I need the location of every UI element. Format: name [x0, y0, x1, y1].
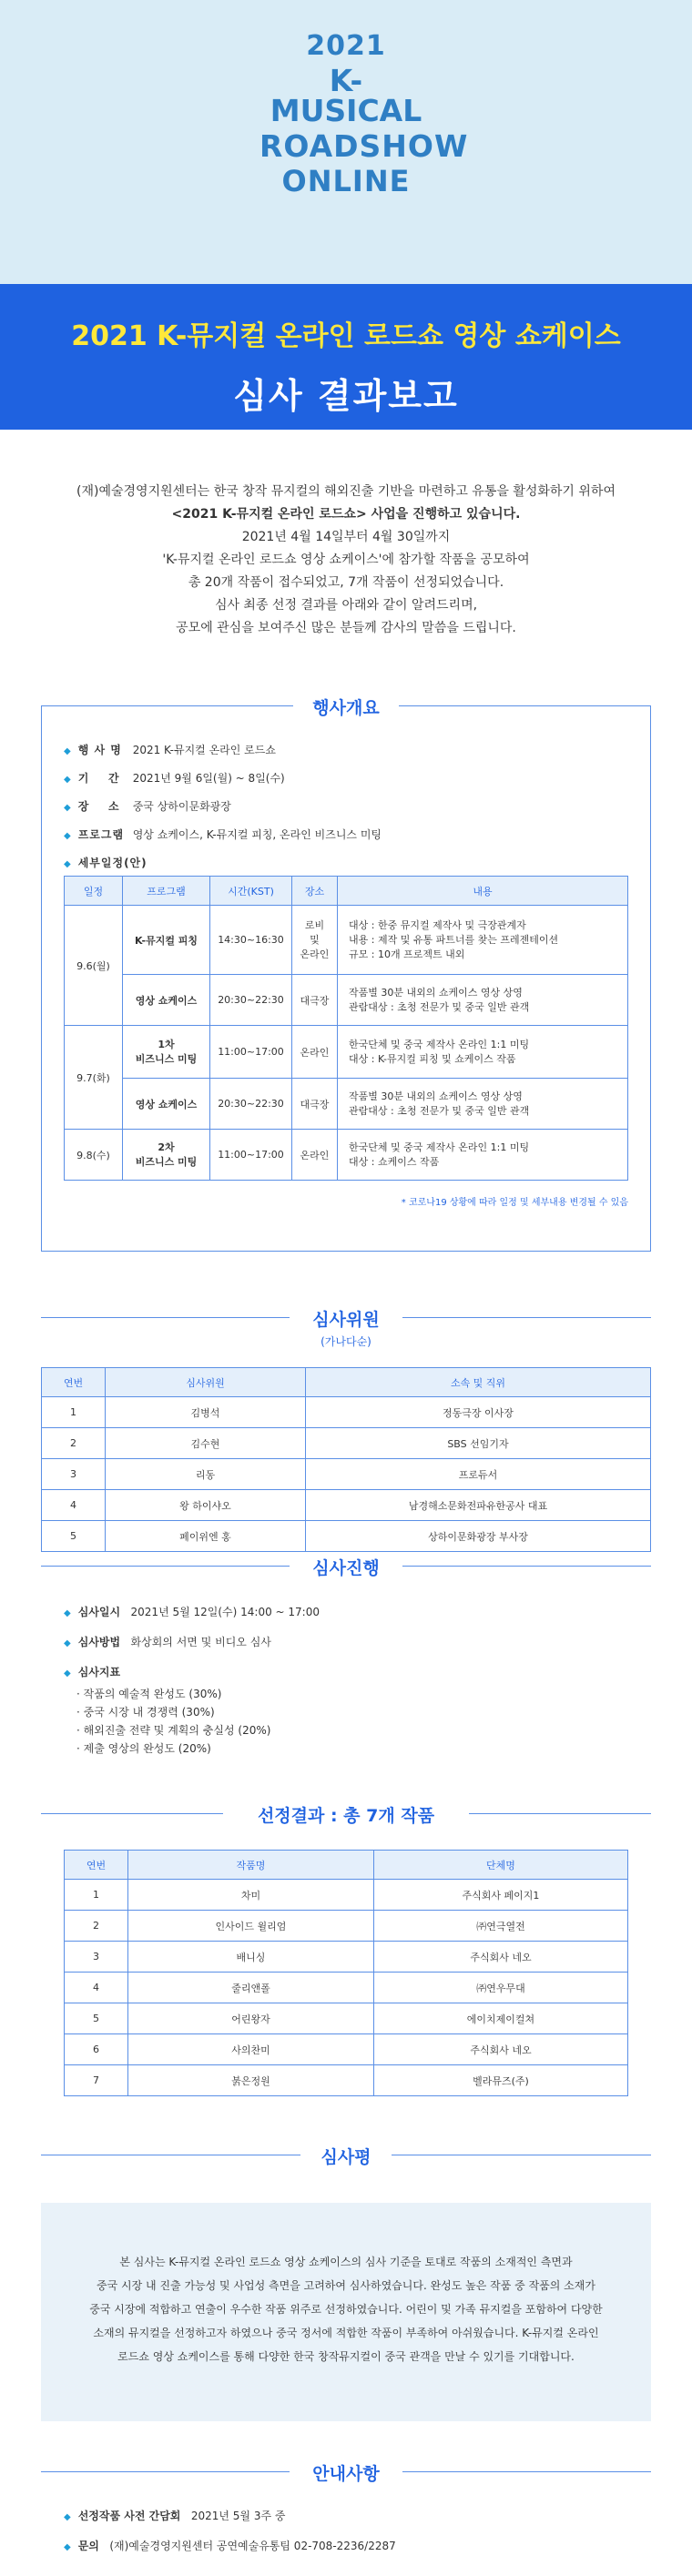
- diamond-bullet-icon: ◆: [64, 1608, 71, 1618]
- title-banner: [0, 284, 692, 430]
- diamond-bullet-icon: ◆: [64, 803, 71, 813]
- event-info-item: [64, 798, 382, 814]
- cell: 주식회사 페이지1: [374, 1880, 628, 1911]
- review-line: 본 심사는 K-뮤지컬 온라인 로드쇼 영상 쇼케이스의 심사 기준을 토대로 작품의 소재적인 측면과: [119, 2256, 573, 2268]
- review-line: 중국 시장에 적합하고 연출이 우수한 작품 위주로 선정하였습니다. 어린이 및 가족 뮤지컬을 포함하여 다양한: [89, 2303, 603, 2316]
- diamond-bullet-icon: ◆: [64, 1638, 71, 1648]
- schedule-place: 로비 및 온라인: [292, 906, 338, 975]
- info-value: 화상회의 서면 및 비디오 심사: [130, 1636, 271, 1648]
- info-key: 심사방법: [77, 1636, 121, 1648]
- info-value: 2021년 5월 12일(수) 14:00 ~ 17:00: [130, 1606, 320, 1618]
- cell: 4: [65, 1973, 128, 2003]
- info-key: 심사일시: [77, 1606, 121, 1618]
- diamond-bullet-icon: ◆: [64, 2542, 71, 2552]
- col-header: 소속 및 직위: [306, 1368, 651, 1397]
- cell: 주식회사 네오: [374, 1942, 628, 1973]
- diamond-bullet-icon: ◆: [64, 2512, 71, 2522]
- table-row: [65, 975, 628, 1026]
- event-info-item: [64, 855, 382, 870]
- schedule-label: 세부일정(안): [77, 857, 148, 869]
- cell: 3: [65, 1942, 128, 1973]
- diamond-bullet-icon: ◆: [64, 746, 71, 756]
- info-value: 2021 K-뮤지컬 온라인 로드쇼: [132, 744, 276, 756]
- process-criteria-row: [64, 1664, 320, 1679]
- diamond-bullet-icon: ◆: [64, 775, 71, 785]
- schedule-date: 9.6(월): [65, 906, 123, 1026]
- intro-line: 2021년 4월 14일부터 4월 30일까지: [241, 530, 451, 544]
- hero-section: [0, 0, 692, 284]
- review-box: [41, 2203, 651, 2421]
- info-key: 프로그램: [77, 828, 125, 841]
- logo-line-1: 2021: [306, 30, 386, 62]
- cell: 프로듀서: [306, 1459, 651, 1490]
- criteria-item: · 작품의 예술적 완성도 (30%): [76, 1688, 222, 1700]
- schedule-content: 작품별 30분 내외의 쇼케이스 영상 상영 관람대상 : 초청 전문가 및 중국 일반 관객: [338, 1079, 628, 1130]
- schedule-time: 11:00~17:00: [210, 1026, 292, 1079]
- process-method-row: [64, 1634, 320, 1649]
- cell: 1: [42, 1397, 106, 1428]
- event-info-item: [64, 827, 382, 842]
- schedule-time: 20:30~22:30: [210, 975, 292, 1026]
- cell: 리동: [106, 1459, 306, 1490]
- table-header-row: [65, 877, 628, 906]
- logo-line-4: ONLINE: [281, 164, 411, 198]
- cell: 3: [42, 1459, 106, 1490]
- table-row: [42, 1428, 651, 1459]
- schedule-place: 대극장: [292, 975, 338, 1026]
- cell: 2: [42, 1428, 106, 1459]
- guide-item: [64, 2508, 396, 2523]
- info-value: (재)예술경영지원센터 공연예술유통팀 02-708-2236/2287: [109, 2540, 396, 2552]
- process-date-row: [64, 1604, 320, 1619]
- schedule-place: 대극장: [292, 1079, 338, 1130]
- results-table: [64, 1850, 628, 2096]
- table-row: [42, 1490, 651, 1521]
- page-title: 2021 K-뮤지컬 온라인 로드쇼 영상 쇼케이스: [71, 320, 621, 352]
- cell: 5: [65, 2003, 128, 2034]
- table-row: [42, 1521, 651, 1552]
- info-value: 2021년 9월 6일(월) ~ 8일(수): [132, 772, 285, 785]
- criteria-item: · 중국 시장 내 경쟁력 (30%): [76, 1706, 215, 1719]
- cell: 에이치제이컬쳐: [374, 2003, 628, 2034]
- col-header: 프로그램: [123, 877, 210, 906]
- schedule-time: 11:00~17:00: [210, 1130, 292, 1181]
- cell: 7: [65, 2065, 128, 2096]
- info-key: 행 사 명: [77, 744, 122, 756]
- table-row: [65, 1880, 628, 1911]
- process-info: [64, 1604, 320, 1758]
- cell: 5: [42, 1521, 106, 1552]
- info-key: 장 소: [77, 800, 120, 813]
- col-header: 시간(KST): [210, 877, 292, 906]
- schedule-time: 14:30~16:30: [210, 906, 292, 975]
- process-title: 심사진행: [290, 1555, 402, 1579]
- col-header: 심사위원: [106, 1368, 306, 1397]
- table-row: [42, 1397, 651, 1428]
- table-row: [65, 1973, 628, 2003]
- diamond-bullet-icon: ◆: [64, 1668, 71, 1678]
- schedule-content: 대상 : 한중 뮤지컬 제작사 및 극장관계자 내용 : 제작 및 유통 파트너를 찾는 프레젠테이션 규모 : 10개 프로젝트 내외: [338, 906, 628, 975]
- diamond-bullet-icon: ◆: [64, 831, 71, 841]
- schedule-program: 영상 쇼케이스: [123, 975, 210, 1026]
- cell: ㈜연극열전: [374, 1911, 628, 1942]
- cell: 왕 하이샤오: [106, 1490, 306, 1521]
- schedule-content: 한국단체 및 중국 제작사 온라인 1:1 미팅 대상 : 쇼케이스 작품: [338, 1130, 628, 1181]
- review-line: 중국 시장 내 진출 가능성 및 사업성 측면을 고려하여 심사하였습니다. 완성도 높은 작품 중 작품의 소재가: [97, 2279, 595, 2292]
- table-header-row: [42, 1368, 651, 1397]
- cell: 상하이문화광장 부사장: [306, 1521, 651, 1552]
- schedule-place: 온라인: [292, 1026, 338, 1079]
- criteria-item: · 제출 영상의 완성도 (20%): [76, 1742, 211, 1755]
- logo-line-2: K-MUSICAL: [270, 63, 422, 128]
- table-row: [65, 1911, 628, 1942]
- table-row: [65, 1130, 628, 1181]
- k-musical-roadshow-logo: [260, 30, 469, 198]
- schedule-place: 온라인: [292, 1130, 338, 1181]
- criteria-item: · 해외진출 전략 및 계획의 충실성 (20%): [76, 1724, 271, 1737]
- cell: 어린왕자: [128, 2003, 374, 2034]
- review-line: 로드쇼 영상 쇼케이스를 통해 다양한 한국 창작뮤지컬이 중국 관객을 만날 수 있기를 기대합니다.: [117, 2350, 575, 2363]
- schedule-program: 1차 비즈니스 미팅: [123, 1026, 210, 1079]
- cell: 정동극장 이사장: [306, 1397, 651, 1428]
- col-header: 내용: [338, 877, 628, 906]
- info-key: 문의: [77, 2540, 99, 2552]
- guide-item: [64, 2538, 396, 2553]
- guide-title: 안내사항: [290, 2460, 402, 2485]
- cell: 배니싱: [128, 1942, 374, 1973]
- cell: 페이위엔 홍: [106, 1521, 306, 1552]
- judges-sub: (가나다순): [321, 1335, 371, 1348]
- results-title: 선정결과 : 총 7개 작품: [223, 1802, 469, 1827]
- review-title: 심사평: [300, 2144, 392, 2168]
- schedule-program: 2차 비즈니스 미팅: [123, 1130, 210, 1181]
- table-row: [65, 1079, 628, 1130]
- table-header-row: [65, 1851, 628, 1880]
- cell: 사의찬미: [128, 2034, 374, 2065]
- cell: 남경해소문화전파유한공사 대표: [306, 1490, 651, 1521]
- judges-title: 심사위원: [290, 1306, 402, 1331]
- info-value: 영상 쇼케이스, K-뮤지컬 피칭, 온라인 비즈니스 미팅: [132, 828, 382, 841]
- col-header: 연번: [42, 1368, 106, 1397]
- schedule-date: 9.8(수): [65, 1130, 123, 1181]
- cell: 1: [65, 1880, 128, 1911]
- review-line: 소재의 뮤지컬을 선정하고자 하였으나 중국 정서에 적합한 작품이 부족하여 아쉬웠습니다. K-뮤지컬 온라인: [93, 2327, 599, 2339]
- criteria-list: [64, 1685, 320, 1758]
- schedule-program: K-뮤지컬 피칭: [123, 906, 210, 975]
- col-header: 작품명: [128, 1851, 374, 1880]
- table-row: [65, 2034, 628, 2065]
- table-row: [65, 1026, 628, 1079]
- cell: 4: [42, 1490, 106, 1521]
- col-header: 연번: [65, 1851, 128, 1880]
- page-subtitle: 심사 결과보고: [233, 376, 459, 416]
- cell: 붉은정원: [128, 2065, 374, 2096]
- event-info-list: [64, 742, 382, 883]
- guide-info: [64, 2508, 396, 2553]
- cell: SBS 선임기자: [306, 1428, 651, 1459]
- cell: 김병석: [106, 1397, 306, 1428]
- cell: 김수현: [106, 1428, 306, 1459]
- table-row: [65, 1942, 628, 1973]
- cell: 2: [65, 1911, 128, 1942]
- table-row: [42, 1459, 651, 1490]
- table-row: [65, 2065, 628, 2096]
- info-value: 2021년 5월 3주 중: [190, 2510, 286, 2522]
- col-header: 일정: [65, 877, 123, 906]
- intro-line: (재)예술경영지원센터는 한국 창작 뮤지컬의 해외진출 기반을 마련하고 유통을 활성화하기 위하여: [76, 484, 616, 499]
- info-key: 기 간: [77, 772, 120, 785]
- cell: 차미: [128, 1880, 374, 1911]
- schedule-note: * 코로나19 상황에 따라 일정 및 세부내용 변경될 수 있음: [401, 1198, 628, 1208]
- cell: 줄리앤폴: [128, 1973, 374, 2003]
- schedule-program: 영상 쇼케이스: [123, 1079, 210, 1130]
- event-info-item: [64, 770, 382, 786]
- schedule-time: 20:30~22:30: [210, 1079, 292, 1130]
- event-overview-title: 행사개요: [293, 695, 399, 719]
- intro-text: [0, 430, 692, 640]
- intro-line: 공모에 관심을 보여주신 많은 분들께 감사의 말씀을 드립니다.: [176, 621, 516, 635]
- info-key: 심사지표: [77, 1666, 121, 1678]
- cell: 인사이드 윌리엄: [128, 1911, 374, 1942]
- intro-line: <2021 K-뮤지컬 온라인 로드쇼> 사업을 진행하고 있습니다.: [171, 507, 521, 522]
- col-header: 단체명: [374, 1851, 628, 1880]
- table-row: [65, 2003, 628, 2034]
- cell: ㈜연우무대: [374, 1973, 628, 2003]
- cell: 6: [65, 2034, 128, 2065]
- info-key: 선정작품 사전 간담회: [77, 2510, 181, 2522]
- schedule-date: 9.7(화): [65, 1026, 123, 1130]
- cell: 주식회사 네오: [374, 2034, 628, 2065]
- diamond-bullet-icon: ◆: [64, 859, 71, 869]
- intro-line: 총 20개 작품이 접수되었고, 7개 작품이 선정되었습니다.: [188, 575, 504, 590]
- schedule-content: 작품별 30분 내외의 쇼케이스 영상 상영 관람대상 : 초청 전문가 및 중국 일반 관객: [338, 975, 628, 1026]
- schedule-content: 한국단체 및 중국 제작사 온라인 1:1 미팅 대상 : K-뮤지컬 피칭 및 쇼케이스 작품: [338, 1026, 628, 1079]
- cell: 벨라뮤즈(주): [374, 2065, 628, 2096]
- col-header: 장소: [292, 877, 338, 906]
- info-value: 중국 상하이문화광장: [132, 800, 231, 813]
- judges-table: [41, 1367, 651, 1552]
- event-info-item: [64, 742, 382, 757]
- intro-line: 심사 최종 선정 결과를 아래와 같이 알려드리며,: [214, 598, 478, 613]
- schedule-table: [64, 876, 628, 1181]
- logo-line-3: ROADSHOW: [260, 128, 469, 164]
- table-row: [65, 906, 628, 975]
- intro-line: 'K-뮤지컬 온라인 로드쇼 영상 쇼케이스'에 참가할 작품을 공모하여: [162, 553, 530, 567]
